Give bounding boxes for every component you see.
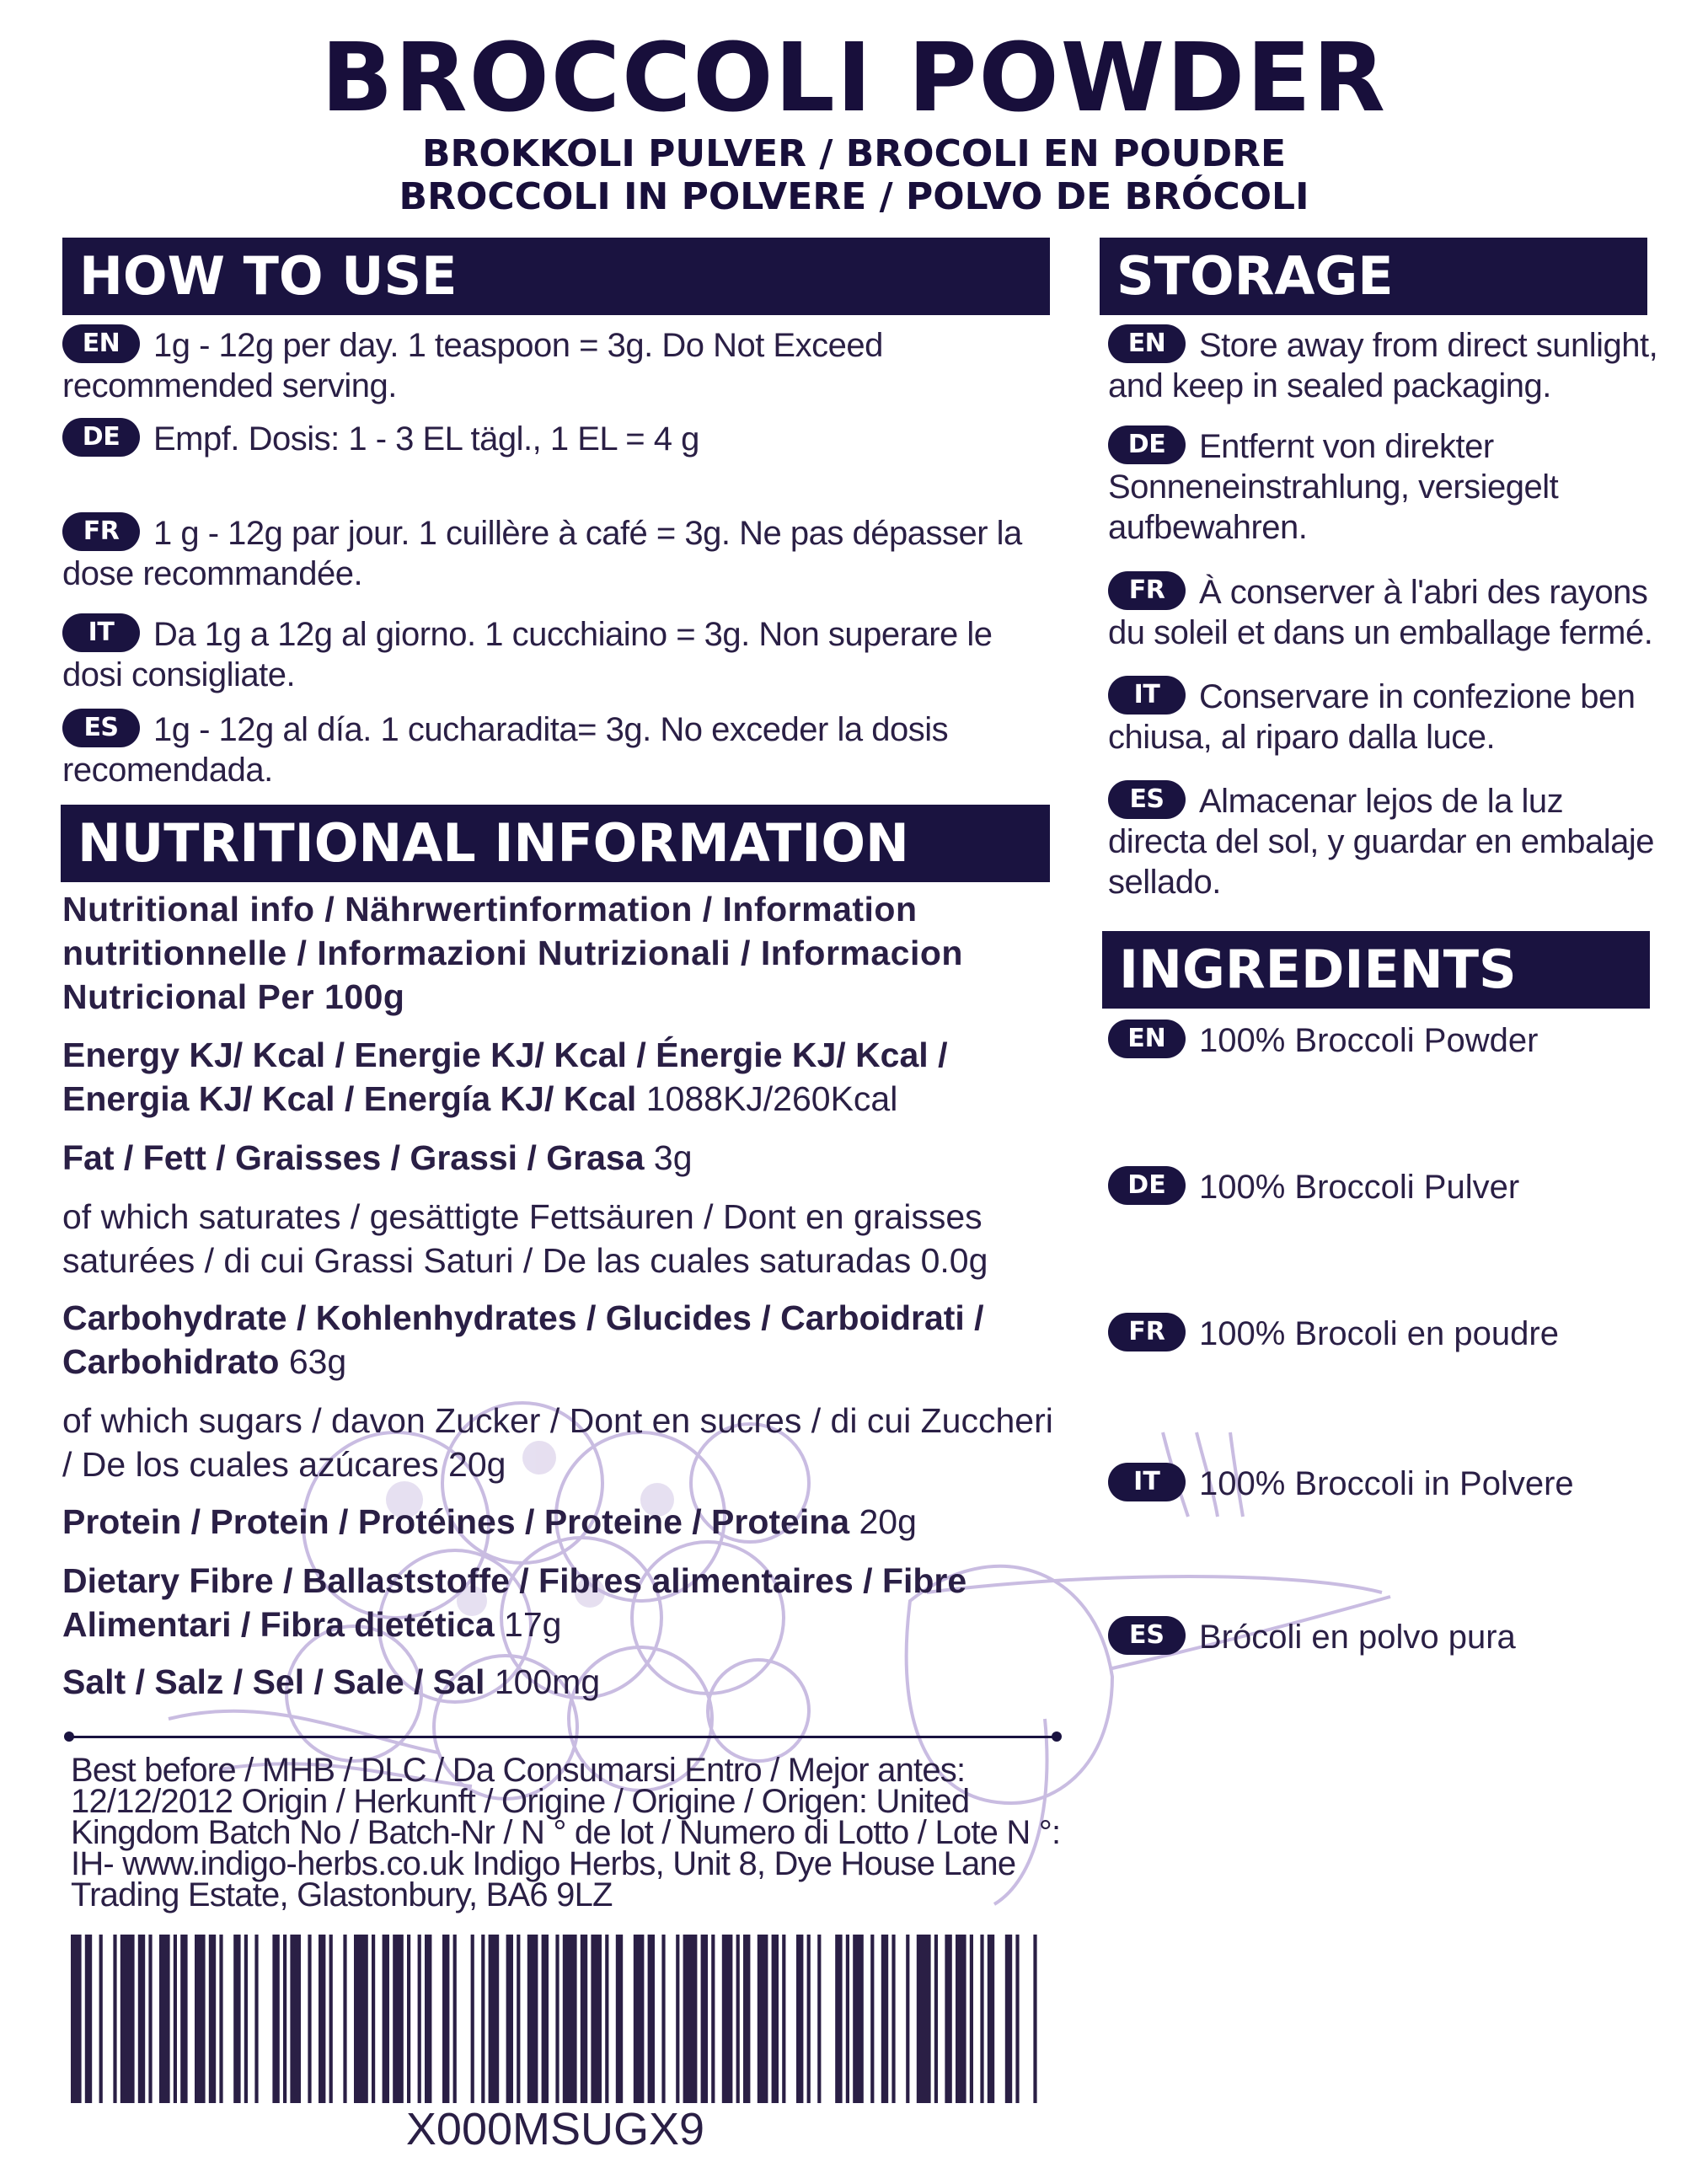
storage-heading: STORAGE (1100, 238, 1647, 315)
lang-badge-it: IT (62, 613, 140, 652)
lang-badge-it: IT (1108, 676, 1186, 715)
how-to-use-item-it (62, 613, 1057, 695)
nutrition-label: Protein / Protein / Protéines / Proteine / Proteina (62, 1502, 850, 1541)
barcode-bar (934, 1935, 938, 2103)
nutrition-value: 3g (653, 1138, 693, 1177)
barcode-bar (542, 1935, 549, 2103)
barcode-bar (254, 1935, 258, 2103)
ingredient-text-en: 100% Broccoli Powder (1199, 1022, 1539, 1059)
nutrition-label: Carbohydrate / Kohlenhydrates / Glucides / Carboidrati / Carbohidrato (62, 1298, 984, 1381)
barcode-bar (870, 1935, 874, 2103)
nutrition-label: Energy KJ/ Kcal / Energie KJ/ Kcal / Énergie KJ/ Kcal / Energia KJ/ Kcal / Energía KJ/ Kcal (62, 1036, 948, 1118)
barcode-bar (453, 1935, 457, 2103)
barcode-bar (209, 1935, 216, 2103)
how-to-use-item-en (62, 324, 1057, 406)
lang-badge-de: DE (62, 418, 140, 457)
how-to-use-text-it: Da 1g a 12g al giorno. 1 cucchiaino = 3g. Non superare le dosi consigliate. (62, 616, 993, 693)
ingredients-heading: INGREDIENTS (1102, 931, 1650, 1009)
barcode-bar (1005, 1935, 1012, 2103)
barcode-bar (817, 1935, 821, 2103)
nutrition-label: Fat / Fett / Graisses / Grassi / Grasa (62, 1138, 645, 1177)
barcode-bar (676, 1935, 679, 2103)
lang-badge-en: EN (1108, 1020, 1186, 1058)
barcode-bar (71, 1935, 82, 2103)
footer-divider (67, 1736, 1057, 1738)
lang-badge-en: EN (1108, 324, 1186, 363)
barcode-bar (506, 1935, 513, 2103)
ingredient-text-it: 100% Broccoli in Polvere (1199, 1465, 1574, 1502)
nutrition-row-sugars (62, 1399, 1057, 1486)
barcode-bar (772, 1935, 779, 2103)
barcode-bar (743, 1935, 750, 2103)
barcode-bar (407, 1935, 410, 2103)
barcode-bar (736, 1935, 740, 2103)
ingredient-item-fr (1108, 1313, 1559, 1355)
barcode-bar (956, 1935, 966, 2103)
barcode-bar (722, 1935, 733, 2103)
storage-item-it (1108, 676, 1664, 757)
barcode (71, 1935, 1040, 2103)
barcode-bar (329, 1935, 333, 2103)
storage-item-en (1108, 324, 1664, 406)
barcode-bar (174, 1935, 177, 2103)
ingredient-item-de (1108, 1166, 1519, 1208)
barcode-bar (113, 1935, 116, 2103)
storage-item-de (1108, 426, 1664, 548)
ingredient-text-es: Brócoli en polvo pura (1199, 1619, 1516, 1656)
divider-dot-left (64, 1731, 74, 1742)
lang-badge-it: IT (1108, 1463, 1186, 1501)
lang-badge-de: DE (1108, 426, 1186, 464)
nutrition-heading: NUTRITIONAL INFORMATION (61, 805, 1050, 882)
how-to-use-item-de (62, 418, 1057, 459)
nutrition-row-fibre (62, 1559, 1057, 1646)
barcode-bar (85, 1935, 92, 2103)
barcode-number: X000MSUGX9 (405, 2104, 705, 2154)
barcode-bar (343, 1935, 346, 2103)
barcode-bar (648, 1935, 655, 2103)
barcode-bar (481, 1935, 485, 2103)
storage-text-en: Store away from direct sunlight, and keep in sealed packaging. (1108, 327, 1658, 404)
barcode-bar (517, 1935, 520, 2103)
lang-badge-es: ES (62, 709, 140, 747)
lang-badge-de: DE (1108, 1166, 1186, 1205)
storage-item-es (1108, 780, 1664, 902)
barcode-bar (846, 1935, 849, 2103)
barcode-bar (563, 1935, 577, 2103)
barcode-bar (758, 1935, 768, 2103)
barcode-bar (283, 1935, 286, 2103)
barcode-bar (881, 1935, 888, 2103)
batch-info-text: Best before / MHB / DLC / Da Consumarsi Entro / Mejor antes: 12/12/2012 Origin / Herkunft / Origine / Origine / Origen: United Kingdom Batch No / Batch-Nr / N ° de lot / Numero di Lotto / Lote N °: IH- www.indigo-herbs.co.uk Indigo Herbs, Unit 8, Dye House Lane Trading Estate, Glastonbury, BA6 9LZ (71, 1752, 1061, 1913)
barcode-bar (159, 1935, 170, 2103)
storage-text-es: Almacenar lejos de la luz directa del sol, y guardar en embalaje sellado. (1108, 783, 1655, 901)
barcode-bar (383, 1935, 389, 2103)
barcode-bar (807, 1935, 811, 2103)
nutrition-value: 100mg (494, 1662, 601, 1701)
nutrition-label: Salt / Salz / Sel / Sale / Sal (62, 1662, 485, 1701)
barcode-bar (418, 1935, 421, 2103)
divider-dot-right (1052, 1731, 1062, 1742)
barcode-bar (988, 1935, 994, 2103)
lang-badge-es: ES (1108, 780, 1186, 819)
ingredient-item-en (1108, 1020, 1538, 1062)
barcode-bar (591, 1935, 602, 2103)
barcode-bar (634, 1935, 645, 2103)
barcode-bar (701, 1935, 708, 2103)
nutrition-row-energy (62, 1033, 1057, 1121)
barcode-bar (425, 1935, 431, 2103)
ingredient-item-it (1108, 1463, 1574, 1505)
barcode-bar (393, 1935, 404, 2103)
how-to-use-text-fr: 1 g - 12g par jour. 1 cuillère à café = 3g. Ne pas dépasser la dose recommandée. (62, 515, 1022, 592)
storage-item-fr (1108, 571, 1664, 653)
barcode-bar (616, 1935, 623, 2103)
nutrition-label: Dietary Fibre / Ballaststoffe / Fibres alimentaires / Fibre Alimentari / Fibra dietética (62, 1561, 967, 1644)
nutrition-intro: Nutritional info / Nährwertinformation / Information nutritionnelle / Informazioni Nutrizionali / Informacion Nutricional Per 100g (62, 890, 963, 1016)
product-subtitle-line2: BROCCOLI IN POLVERE / POLVO DE BRÓCOLI (399, 175, 1309, 218)
barcode-bar (290, 1935, 301, 2103)
barcode-bar (605, 1935, 608, 2103)
barcode-bar (244, 1935, 248, 2103)
barcode-bar (489, 1935, 500, 2103)
barcode-bar (138, 1935, 145, 2103)
lang-badge-fr: FR (1108, 571, 1186, 610)
barcode-bar (1015, 1935, 1019, 2103)
barcode-bar (891, 1935, 895, 2103)
how-to-use-item-es (62, 709, 1057, 790)
nutrition-row-salt (62, 1660, 1057, 1704)
barcode-bar (1033, 1935, 1036, 2103)
nutrition-value: 63g (288, 1342, 347, 1381)
barcode-bar (120, 1935, 135, 2103)
barcode-bar (906, 1935, 909, 2103)
storage-text-it: Conservare in confezione ben chiusa, al riparo dalla luce. (1108, 678, 1636, 756)
how-to-use-text-de: Empf. Dosis: 1 - 3 EL tägl., 1 EL = 4 g (153, 420, 699, 458)
barcode-bar (970, 1935, 973, 2103)
barcode-bar (233, 1935, 240, 2103)
nutrition-value: of which saturates / gesättigte Fettsäuren / Dont en graisses saturées / di cui Grassi Saturi / De las cuales saturadas 0.0g (62, 1197, 988, 1280)
lang-badge-en: EN (62, 324, 140, 363)
how-to-use-item-fr (62, 512, 1057, 594)
product-title: BROCCOLI POWDER (320, 24, 1387, 133)
how-to-use-heading: HOW TO USE (62, 238, 1050, 315)
barcode-bar (782, 1935, 785, 2103)
nutrition-value: of which sugars / davon Zucker / Dont en sucres / di cui Zuccheri / De los cuales azúcares 20g (62, 1401, 1053, 1484)
barcode-bar (796, 1935, 803, 2103)
barcode-bar (683, 1935, 698, 2103)
nutrition-row-saturates (62, 1195, 1057, 1282)
lang-badge-es: ES (1108, 1616, 1186, 1655)
barcode-bar (917, 1935, 931, 2103)
storage-text-fr: À conserver à l'abri des rayons du soleil et dans un emballage fermé. (1108, 574, 1653, 651)
barcode-bar (354, 1935, 368, 2103)
barcode-bar (661, 1935, 665, 2103)
barcode-bar (980, 1935, 983, 2103)
barcode-bar (319, 1935, 325, 2103)
how-to-use-text-es: 1g - 12g al día. 1 cucharadita= 3g. No exceder la dosis recomendada. (62, 711, 949, 789)
barcode-bar (308, 1935, 311, 2103)
ingredient-item-es (1108, 1616, 1516, 1658)
barcode-bar (527, 1935, 538, 2103)
barcode-bar (471, 1935, 474, 2103)
nutrition-value: 17g (504, 1605, 562, 1644)
barcode-bar (219, 1935, 222, 2103)
product-subtitle-line1: BROKKOLI PULVER / BROCOLI EN POUDRE (421, 132, 1287, 175)
barcode-bar (853, 1935, 864, 2103)
lang-badge-fr: FR (62, 512, 140, 551)
barcode-bar (148, 1935, 152, 2103)
barcode-bar (442, 1935, 449, 2103)
barcode-bar (195, 1935, 206, 2103)
nutrition-row-fat (62, 1136, 1057, 1180)
barcode-bar (180, 1935, 187, 2103)
ingredient-text-fr: 100% Brocoli en poudre (1199, 1315, 1559, 1352)
storage-text-de: Entfernt von direkter Sonneneinstrahlung, versiegelt aufbewahren. (1108, 428, 1559, 546)
nutrition-row-protein (62, 1500, 1057, 1544)
barcode-bar (372, 1935, 375, 2103)
nutrition-value: 20g (859, 1502, 917, 1541)
barcode-bar (555, 1935, 559, 2103)
nutrition-value: 1088KJ/260Kcal (645, 1079, 898, 1118)
nutrition-row-carbohydrate (62, 1296, 1057, 1384)
barcode-bar (272, 1935, 279, 2103)
barcode-bar (99, 1935, 103, 2103)
how-to-use-text-en: 1g - 12g per day. 1 teaspoon = 3g. Do Not Exceed recommended serving. (62, 327, 883, 404)
lang-badge-fr: FR (1108, 1313, 1186, 1351)
barcode-bar (835, 1935, 842, 2103)
barcode-bar (581, 1935, 587, 2103)
ingredient-text-de: 100% Broccoli Pulver (1199, 1169, 1520, 1206)
barcode-bar (945, 1935, 951, 2103)
barcode-bar (711, 1935, 715, 2103)
